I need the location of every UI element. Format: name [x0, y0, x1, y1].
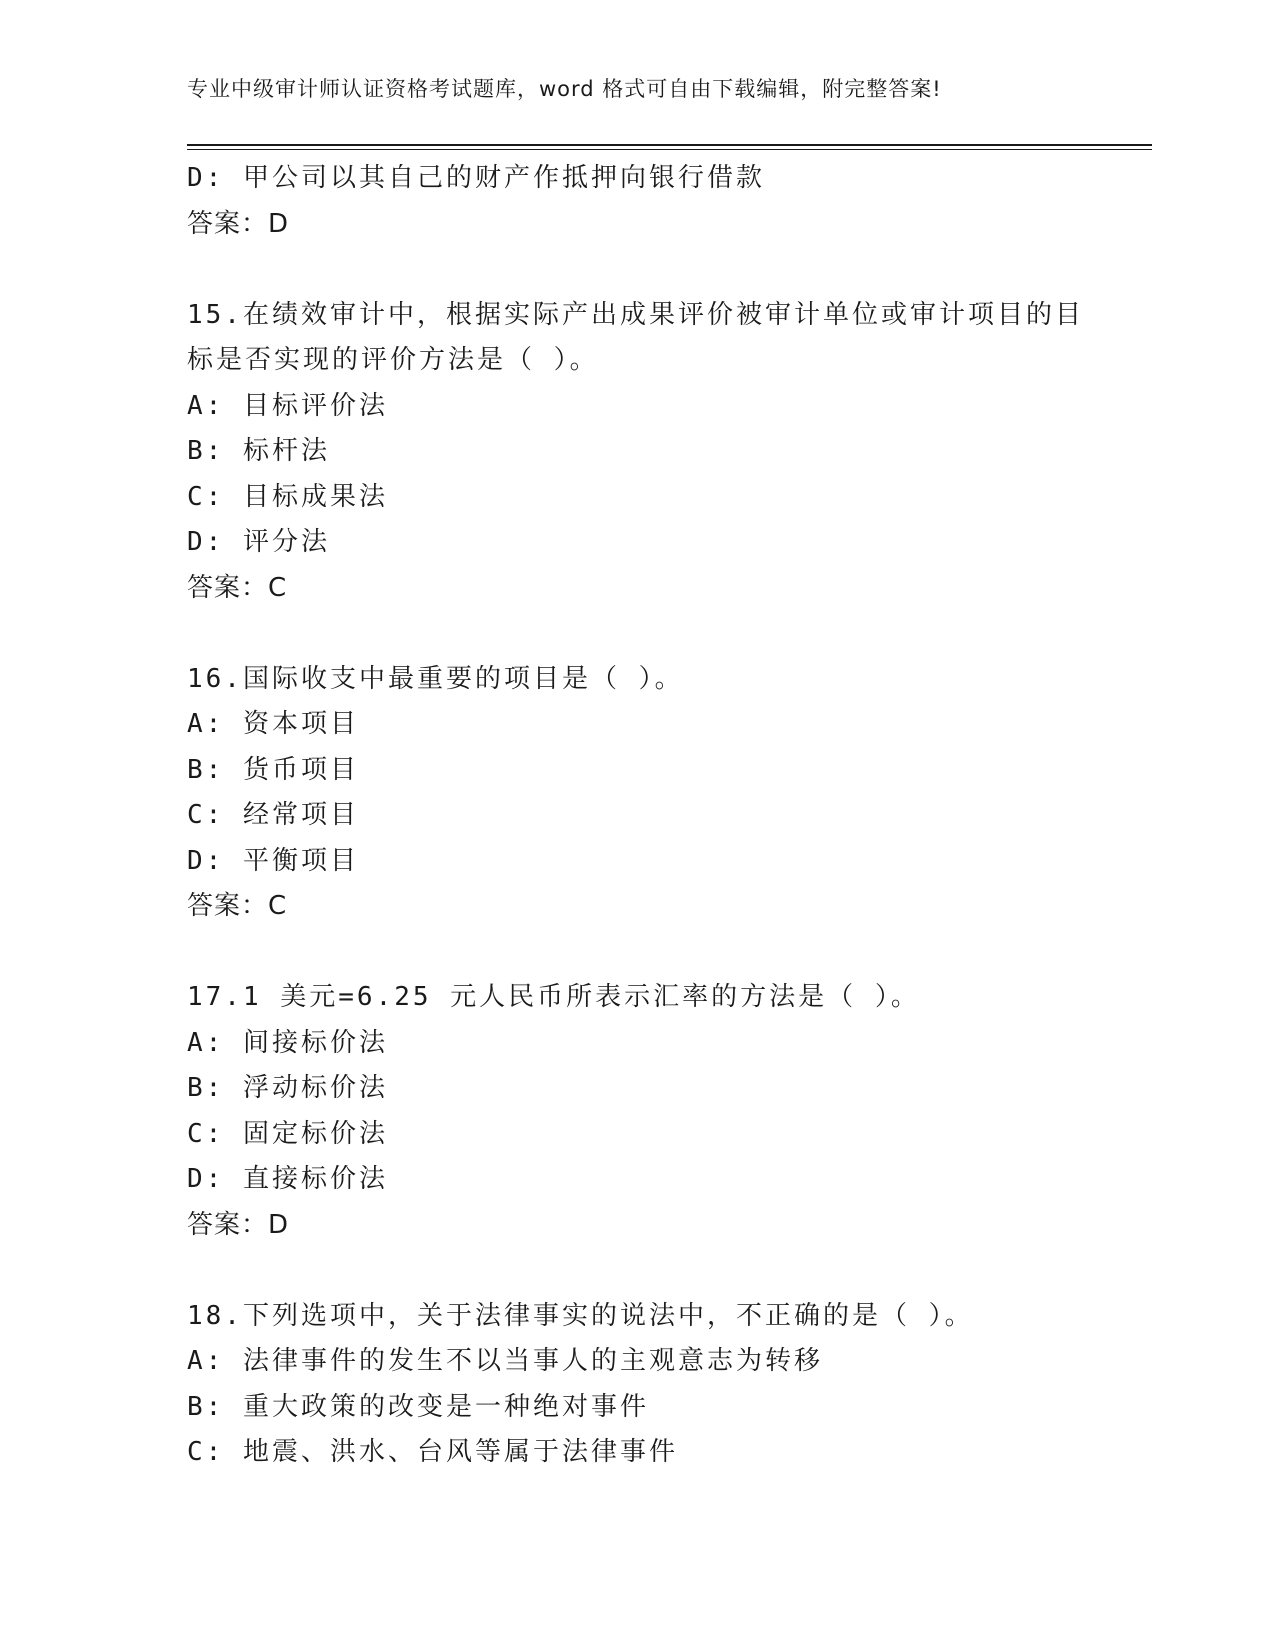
- question-15: [187, 293, 1087, 612]
- option-a: A: 目标评价法: [187, 390, 388, 421]
- prev-answer: 答案：D: [187, 208, 290, 239]
- option-c: C: 固定标价法: [187, 1118, 388, 1149]
- option-a: A: 法律事件的发生不以当事人的主观意志为转移: [187, 1346, 823, 1376]
- question-stem: 18.下列选项中，关于法律事实的说法中，不正确的是（ ）。: [187, 1300, 974, 1331]
- spacer: [187, 930, 1087, 976]
- question-stem: 15.在绩效审计中，根据实际产出成果评价被审计单位或审计项目的目: [187, 299, 1084, 330]
- spacer: [187, 1248, 1087, 1294]
- option-b: B: 浮动标价法: [187, 1073, 388, 1103]
- prev-option-d: D: 甲公司以其自己的财产作抵押向银行借款: [187, 163, 765, 193]
- question-stem: 标是否实现的评价方法是（ ）。: [187, 345, 599, 375]
- option-c: C: 地震、洪水、台风等属于法律事件: [187, 1437, 678, 1467]
- spacer: [187, 247, 1087, 293]
- option-d: D: 平衡项目: [187, 845, 359, 876]
- question-stem: 16.国际收支中最重要的项目是（ ）。: [187, 663, 684, 694]
- question-18: [187, 1294, 1087, 1476]
- option-c: C: 目标成果法: [187, 481, 388, 512]
- option-b: B: 重大政策的改变是一种绝对事件: [187, 1391, 649, 1422]
- header-rule: [187, 144, 1152, 150]
- answer: 答案：C: [187, 572, 288, 603]
- option-d: D: 评分法: [187, 527, 330, 557]
- option-a: A: 资本项目: [187, 709, 359, 739]
- option-b: B: 货币项目: [187, 754, 359, 785]
- question-stem: 17.1 美元=6.25 元人民币所表示汇率的方法是（ ）。: [187, 982, 920, 1012]
- spacer: [187, 611, 1087, 657]
- option-a: A: 间接标价法: [187, 1027, 388, 1058]
- option-b: B: 标杆法: [187, 436, 330, 466]
- option-d: D: 直接标价法: [187, 1164, 388, 1194]
- question-16: [187, 657, 1087, 930]
- question-17: [187, 975, 1087, 1248]
- page-header: 专业中级审计师认证资格考试题库，word 格式可自由下载编辑，附完整答案!: [187, 77, 942, 101]
- document-body: [187, 156, 1087, 1476]
- answer: 答案：D: [187, 1209, 290, 1240]
- option-c: C: 经常项目: [187, 800, 359, 830]
- answer: 答案：C: [187, 891, 288, 921]
